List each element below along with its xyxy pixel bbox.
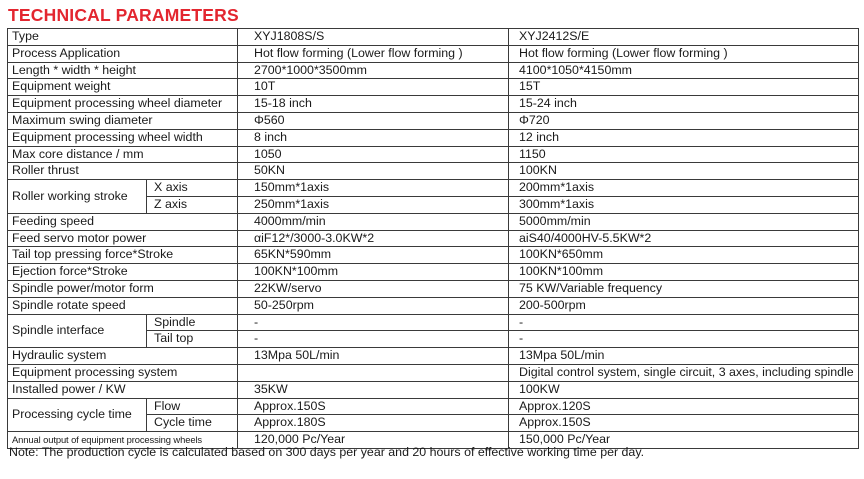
table-row <box>8 247 859 264</box>
param-label: Annual output of equipment processing wheels <box>8 432 238 449</box>
table-row <box>8 297 859 314</box>
param-label: Ejection force*Stroke <box>8 264 238 281</box>
model-a-value: 8 inch <box>238 129 509 146</box>
model-b-value: Φ720 <box>509 112 859 129</box>
model-b-value: 100KN <box>509 163 859 180</box>
sub-param-label: Cycle time <box>147 415 238 432</box>
model-b-value: 200mm*1axis <box>509 180 859 197</box>
param-label: Roller working stroke <box>8 180 147 214</box>
model-a-value: 150mm*1axis <box>238 180 509 197</box>
model-a-value: 10T <box>238 79 509 96</box>
model-b-value: 15-24 inch <box>509 96 859 113</box>
model-b-value: Hot flow forming (Lower flow forming ) <box>509 45 859 62</box>
model-a-value: - <box>238 331 509 348</box>
param-label: Spindle power/motor form <box>8 280 238 297</box>
model-b-value: Approx.120S <box>509 398 859 415</box>
param-label: Equipment weight <box>8 79 238 96</box>
table-row <box>8 129 859 146</box>
model-b-value: aiS40/4000HV-5.5KW*2 <box>509 230 859 247</box>
model-a-value: Φ560 <box>238 112 509 129</box>
model-b-value: 12 inch <box>509 129 859 146</box>
param-label: Spindle interface <box>8 314 147 348</box>
param-label: Feeding speed <box>8 213 238 230</box>
sub-param-label: Flow <box>147 398 238 415</box>
param-label: Feed servo motor power <box>8 230 238 247</box>
param-label: Tail top pressing force*Stroke <box>8 247 238 264</box>
model-b-value: 300mm*1axis <box>509 196 859 213</box>
param-label: Type <box>8 29 238 46</box>
table-row <box>8 364 859 381</box>
param-label: Length * width * height <box>8 62 238 79</box>
model-b-value: 75 KW/Variable frequency <box>509 280 859 297</box>
table-row <box>8 381 859 398</box>
model-a-value: 4000mm/min <box>238 213 509 230</box>
param-label: Hydraulic system <box>8 348 238 365</box>
param-label: Max core distance / mm <box>8 146 238 163</box>
table-row <box>8 230 859 247</box>
table-row <box>8 146 859 163</box>
table-row <box>8 180 859 197</box>
table-row <box>8 112 859 129</box>
footnote: Note: The production cycle is calculated based on 300 days per year and 20 hours of effective working time per day. <box>9 445 645 459</box>
model-b-value: 200-500rpm <box>509 297 859 314</box>
table-row <box>8 45 859 62</box>
table-row <box>8 314 859 331</box>
model-a-value: 35KW <box>238 381 509 398</box>
model-a-value: Approx.150S <box>238 398 509 415</box>
model-b-value: Approx.150S <box>509 415 859 432</box>
param-label: Processing cycle time <box>8 398 147 432</box>
sub-param-label: Tail top <box>147 331 238 348</box>
sub-param-label: Z axis <box>147 196 238 213</box>
model-a-value: XYJ1808S/S <box>238 29 509 46</box>
table-row <box>8 280 859 297</box>
model-a-value: αiF12*/3000-3.0KW*2 <box>238 230 509 247</box>
model-a-value: 120,000 Pc/Year <box>238 432 509 449</box>
model-a-value: 2700*1000*3500mm <box>238 62 509 79</box>
table-row <box>8 163 859 180</box>
table-row <box>8 348 859 365</box>
model-b-value: 5000mm/min <box>509 213 859 230</box>
model-a-value: 1050 <box>238 146 509 163</box>
model-a-value: Hot flow forming (Lower flow forming ) <box>238 45 509 62</box>
table-row <box>8 264 859 281</box>
model-a-value: 250mm*1axis <box>238 196 509 213</box>
param-label: Equipment processing wheel width <box>8 129 238 146</box>
model-b-value: 150,000 Pc/Year <box>509 432 859 449</box>
table-row <box>8 96 859 113</box>
table-row <box>8 29 859 46</box>
model-b-value: 100KW <box>509 381 859 398</box>
model-a-value: 50-250rpm <box>238 297 509 314</box>
param-label: Installed power / KW <box>8 381 238 398</box>
model-b-value: 13Mpa 50L/min <box>509 348 859 365</box>
technical-parameters-table <box>7 28 859 449</box>
model-b-value: Digital control system, single circuit, 3 axes, including spindle <box>509 364 859 381</box>
model-b-value: 15T <box>509 79 859 96</box>
model-a-value <box>238 364 509 381</box>
model-a-value: Approx.180S <box>238 415 509 432</box>
table-row <box>8 79 859 96</box>
model-b-value: 1150 <box>509 146 859 163</box>
param-label: Process Application <box>8 45 238 62</box>
param-label: Spindle rotate speed <box>8 297 238 314</box>
model-a-value: 13Mpa 50L/min <box>238 348 509 365</box>
sub-param-label: X axis <box>147 180 238 197</box>
model-b-value: - <box>509 331 859 348</box>
model-a-value: 100KN*100mm <box>238 264 509 281</box>
page-title: TECHNICAL PARAMETERS <box>8 5 239 25</box>
model-a-value: 50KN <box>238 163 509 180</box>
model-a-value: - <box>238 314 509 331</box>
param-label: Equipment processing system <box>8 364 238 381</box>
param-label: Roller thrust <box>8 163 238 180</box>
model-a-value: 15-18 inch <box>238 96 509 113</box>
model-b-value: 100KN*650mm <box>509 247 859 264</box>
model-a-value: 65KN*590mm <box>238 247 509 264</box>
param-label: Maximum swing diameter <box>8 112 238 129</box>
model-b-value: XYJ2412S/E <box>509 29 859 46</box>
table-row <box>8 62 859 79</box>
model-b-value: 4100*1050*4150mm <box>509 62 859 79</box>
table-row <box>8 398 859 415</box>
param-label: Equipment processing wheel diameter <box>8 96 238 113</box>
table-row <box>8 213 859 230</box>
model-b-value: 100KN*100mm <box>509 264 859 281</box>
model-b-value: - <box>509 314 859 331</box>
model-a-value: 22KW/servo <box>238 280 509 297</box>
sub-param-label: Spindle <box>147 314 238 331</box>
